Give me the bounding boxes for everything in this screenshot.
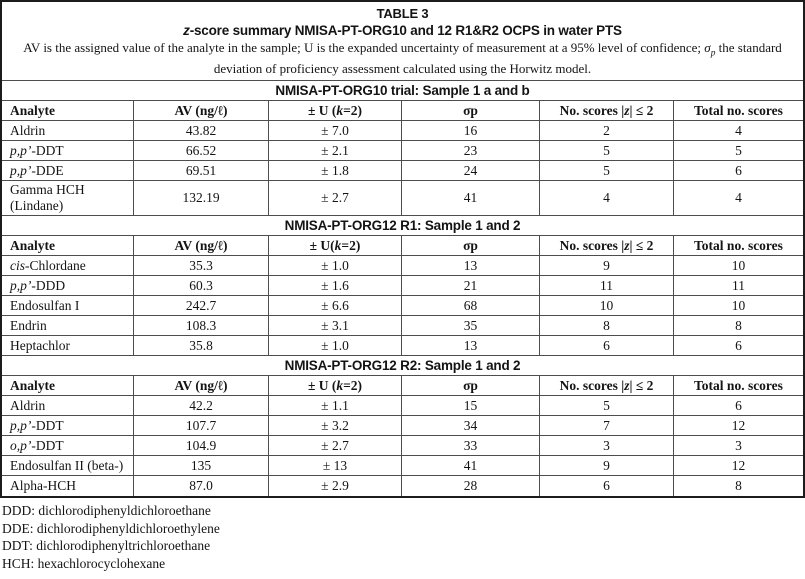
text-segment: No. scores |	[559, 102, 625, 118]
section-title: NMISA-PT-ORG12 R1: Sample 1 and 2	[2, 216, 803, 236]
column-header	[402, 236, 540, 255]
value-cell: 11	[540, 276, 674, 295]
table-row	[2, 181, 803, 216]
value-cell: 42.2	[134, 396, 269, 415]
text-segment: -DDD	[31, 277, 66, 293]
column-header-row	[2, 376, 803, 396]
analyte-cell	[2, 256, 134, 275]
value-cell: 60.3	[134, 276, 269, 295]
table-description	[10, 40, 795, 77]
value-cell: 5	[540, 396, 674, 415]
text-segment: p,p’	[10, 417, 32, 433]
text-segment: Aldrin	[10, 122, 46, 138]
value-cell: ± 2.1	[269, 141, 402, 160]
footnote: DDD: dichlorodiphenyldichloroethane	[2, 503, 211, 519]
column-header	[540, 236, 674, 255]
column-header	[402, 101, 540, 120]
column-header	[134, 376, 269, 395]
text-segment: k	[336, 102, 344, 118]
value-cell: 3	[735, 437, 742, 453]
table-row	[2, 396, 803, 416]
value-cell: 33	[402, 436, 540, 455]
value-cell: 10	[731, 257, 746, 273]
text-segment: ± U(	[309, 237, 335, 253]
value-cell: 24	[402, 161, 540, 180]
text-segment: z	[183, 23, 190, 38]
column-header	[269, 236, 402, 255]
value-cell: 6	[540, 476, 674, 496]
value-cell: ± 2.7	[269, 181, 402, 215]
text-segment: σ	[704, 40, 711, 55]
value-cell: 35	[402, 316, 540, 335]
value-cell: 4	[735, 122, 742, 138]
text-segment: k	[334, 237, 342, 253]
text-segment: Endrin	[10, 317, 47, 333]
text-segment: p,p’	[10, 162, 32, 178]
text-segment: o,p’	[10, 437, 32, 453]
value-cell: 8	[735, 478, 742, 494]
value-cell: 3	[540, 436, 674, 455]
text-segment: p,p’	[10, 277, 32, 293]
text-segment: AV (ng/ℓ)	[174, 237, 228, 253]
text-segment: Total no. scores	[694, 377, 783, 393]
text-segment: =2)	[341, 237, 361, 253]
table-body	[2, 81, 803, 496]
value-cell: 68	[402, 296, 540, 315]
text-segment: =2)	[343, 102, 363, 118]
text-segment: No. scores |	[559, 237, 625, 253]
table-section	[2, 81, 803, 216]
text-segment: No. scores |	[559, 377, 625, 393]
column-header	[674, 236, 803, 255]
value-cell: 21	[402, 276, 540, 295]
analyte-cell	[2, 316, 134, 335]
analyte-cell	[2, 456, 134, 475]
text-segment: -DDT	[31, 417, 64, 433]
value-cell: ± 3.1	[269, 316, 402, 335]
value-cell: 6	[735, 337, 742, 353]
text-segment: | ≤ 2	[629, 237, 654, 253]
table-row	[2, 276, 803, 296]
table-row	[2, 416, 803, 436]
section-title: NMISA-PT-ORG12 R2: Sample 1 and 2	[2, 356, 803, 376]
analyte-cell	[2, 436, 134, 455]
value-cell: 12	[731, 417, 746, 433]
value-cell: 13	[402, 336, 540, 355]
text-segment: p	[710, 48, 716, 59]
text-segment: -DDE	[31, 162, 64, 178]
text-segment: z	[624, 377, 630, 393]
value-cell: 5	[540, 161, 674, 180]
text-segment: σp	[463, 377, 478, 393]
analyte-cell	[2, 181, 134, 215]
text-segment: -DDT	[31, 437, 64, 453]
value-cell: 4	[540, 181, 674, 215]
table-title	[10, 22, 795, 39]
column-header-row	[2, 236, 803, 256]
column-header	[2, 101, 134, 120]
text-segment: ± U (	[307, 102, 337, 118]
value-cell: ± 1.1	[269, 396, 402, 415]
text-segment: z	[624, 237, 630, 253]
value-cell: 28	[402, 476, 540, 496]
column-header	[674, 101, 803, 120]
value-cell: 8	[735, 317, 742, 333]
text-segment: Endosulfan II (beta-)	[10, 457, 124, 473]
table-row	[2, 121, 803, 141]
column-header	[540, 376, 674, 395]
text-segment: Analyte	[10, 102, 55, 118]
value-cell: ± 13	[269, 456, 402, 475]
text-segment: Gamma HCH (Lindane)	[10, 182, 85, 214]
column-header	[134, 101, 269, 120]
text-segment: | ≤ 2	[629, 102, 654, 118]
column-header	[134, 236, 269, 255]
table-section	[2, 356, 803, 496]
column-header-row	[2, 101, 803, 121]
column-header	[674, 376, 803, 395]
value-cell: 5	[540, 141, 674, 160]
value-cell: ± 2.7	[269, 436, 402, 455]
value-cell: ± 6.6	[269, 296, 402, 315]
analyte-cell	[2, 416, 134, 435]
value-cell: 35.8	[134, 336, 269, 355]
analyte-cell	[2, 476, 134, 496]
text-segment: AV (ng/ℓ)	[174, 102, 228, 118]
text-segment: Endosulfan I	[10, 297, 80, 313]
table-row	[2, 256, 803, 276]
value-cell: ± 1.6	[269, 276, 402, 295]
value-cell: 10	[540, 296, 674, 315]
value-cell: 242.7	[134, 296, 269, 315]
table-row	[2, 316, 803, 336]
value-cell: 9	[540, 456, 674, 475]
value-cell: 41	[402, 456, 540, 475]
value-cell: 13	[402, 256, 540, 275]
text-segment: Total no. scores	[694, 102, 783, 118]
text-segment: the standard deviation of proficiency assessment calculated using the Horwitz model.	[213, 40, 782, 77]
text-segment: cis	[10, 257, 25, 273]
value-cell: 9	[540, 256, 674, 275]
value-cell: 2	[540, 121, 674, 140]
value-cell: ± 1.0	[269, 256, 402, 275]
value-cell: 108.3	[134, 316, 269, 335]
text-segment: Analyte	[10, 237, 55, 253]
analyte-cell	[2, 296, 134, 315]
value-cell: ± 3.2	[269, 416, 402, 435]
text-segment: ± U (	[307, 377, 337, 393]
text-segment: =2)	[343, 377, 363, 393]
value-cell: 6	[735, 397, 742, 413]
text-segment: Aldrin	[10, 397, 46, 413]
column-header	[2, 376, 134, 395]
value-cell: 107.7	[134, 416, 269, 435]
text-segment: σp	[463, 237, 478, 253]
text-segment: AV is the assigned value of the analyte in the sample; U is the expanded uncertainty of measurement at a 95% level of confidence;	[23, 40, 705, 55]
text-segment: p,p’	[10, 142, 32, 158]
footnote: HCH: hexachlorocyclohexane	[2, 555, 166, 571]
column-header	[2, 236, 134, 255]
value-cell: 43.82	[134, 121, 269, 140]
value-cell: 135	[134, 456, 269, 475]
text-segment: Heptachlor	[10, 337, 70, 353]
value-cell: ± 1.8	[269, 161, 402, 180]
column-header	[269, 101, 402, 120]
value-cell: 87.0	[134, 476, 269, 496]
analyte-cell	[2, 396, 134, 415]
footnote: DDE: dichlorodiphenyldichloroethylene	[2, 520, 220, 536]
value-cell: 5	[735, 142, 742, 158]
footnote: DDT: dichlorodiphenyltrichloroethane	[2, 538, 211, 554]
text-segment: -score summary NMISA-PT-ORG10 and 12 R1&R2 OCPS in water PTS	[189, 23, 622, 38]
table-row	[2, 141, 803, 161]
value-cell: 4	[735, 190, 742, 206]
text-segment: Total no. scores	[694, 237, 783, 253]
column-header	[269, 376, 402, 395]
value-cell: 132.19	[134, 181, 269, 215]
text-segment: | ≤ 2	[629, 377, 654, 393]
value-cell: 66.52	[134, 141, 269, 160]
value-cell: 34	[402, 416, 540, 435]
table-footnotes	[0, 498, 805, 572]
table-number: TABLE 3	[376, 6, 429, 21]
value-cell: 104.9	[134, 436, 269, 455]
table-caption	[2, 2, 803, 81]
column-header	[540, 101, 674, 120]
text-segment: Alpha-HCH	[10, 478, 76, 494]
value-cell: 35.3	[134, 256, 269, 275]
value-cell: ± 1.0	[269, 336, 402, 355]
table-row	[2, 476, 803, 496]
value-cell: 6	[735, 162, 742, 178]
text-segment: -DDT	[31, 142, 64, 158]
analyte-cell	[2, 336, 134, 355]
value-cell: 7	[540, 416, 674, 435]
value-cell: 16	[402, 121, 540, 140]
text-segment: z	[624, 102, 630, 118]
value-cell: 11	[732, 277, 745, 293]
analyte-cell	[2, 121, 134, 140]
text-segment: σp	[463, 102, 478, 118]
value-cell: 10	[731, 297, 746, 313]
value-cell: 6	[540, 336, 674, 355]
table-row	[2, 161, 803, 181]
value-cell: 23	[402, 141, 540, 160]
analyte-cell	[2, 276, 134, 295]
table-row	[2, 296, 803, 316]
analyte-cell	[2, 141, 134, 160]
value-cell: 69.51	[134, 161, 269, 180]
value-cell: ± 2.9	[269, 476, 402, 496]
analyte-cell	[2, 161, 134, 180]
value-cell: 12	[731, 457, 746, 473]
value-cell: 41	[402, 181, 540, 215]
section-title: NMISA-PT-ORG10 trial: Sample 1 a and b	[2, 81, 803, 101]
value-cell: ± 7.0	[269, 121, 402, 140]
text-segment: k	[336, 377, 344, 393]
table-row	[2, 436, 803, 456]
text-segment: AV (ng/ℓ)	[174, 377, 228, 393]
table-section	[2, 216, 803, 356]
value-cell: 15	[402, 396, 540, 415]
text-segment: Analyte	[10, 377, 55, 393]
text-segment: -Chlordane	[25, 257, 86, 273]
table-row	[2, 456, 803, 476]
table-row	[2, 336, 803, 356]
value-cell: 8	[540, 316, 674, 335]
column-header	[402, 376, 540, 395]
